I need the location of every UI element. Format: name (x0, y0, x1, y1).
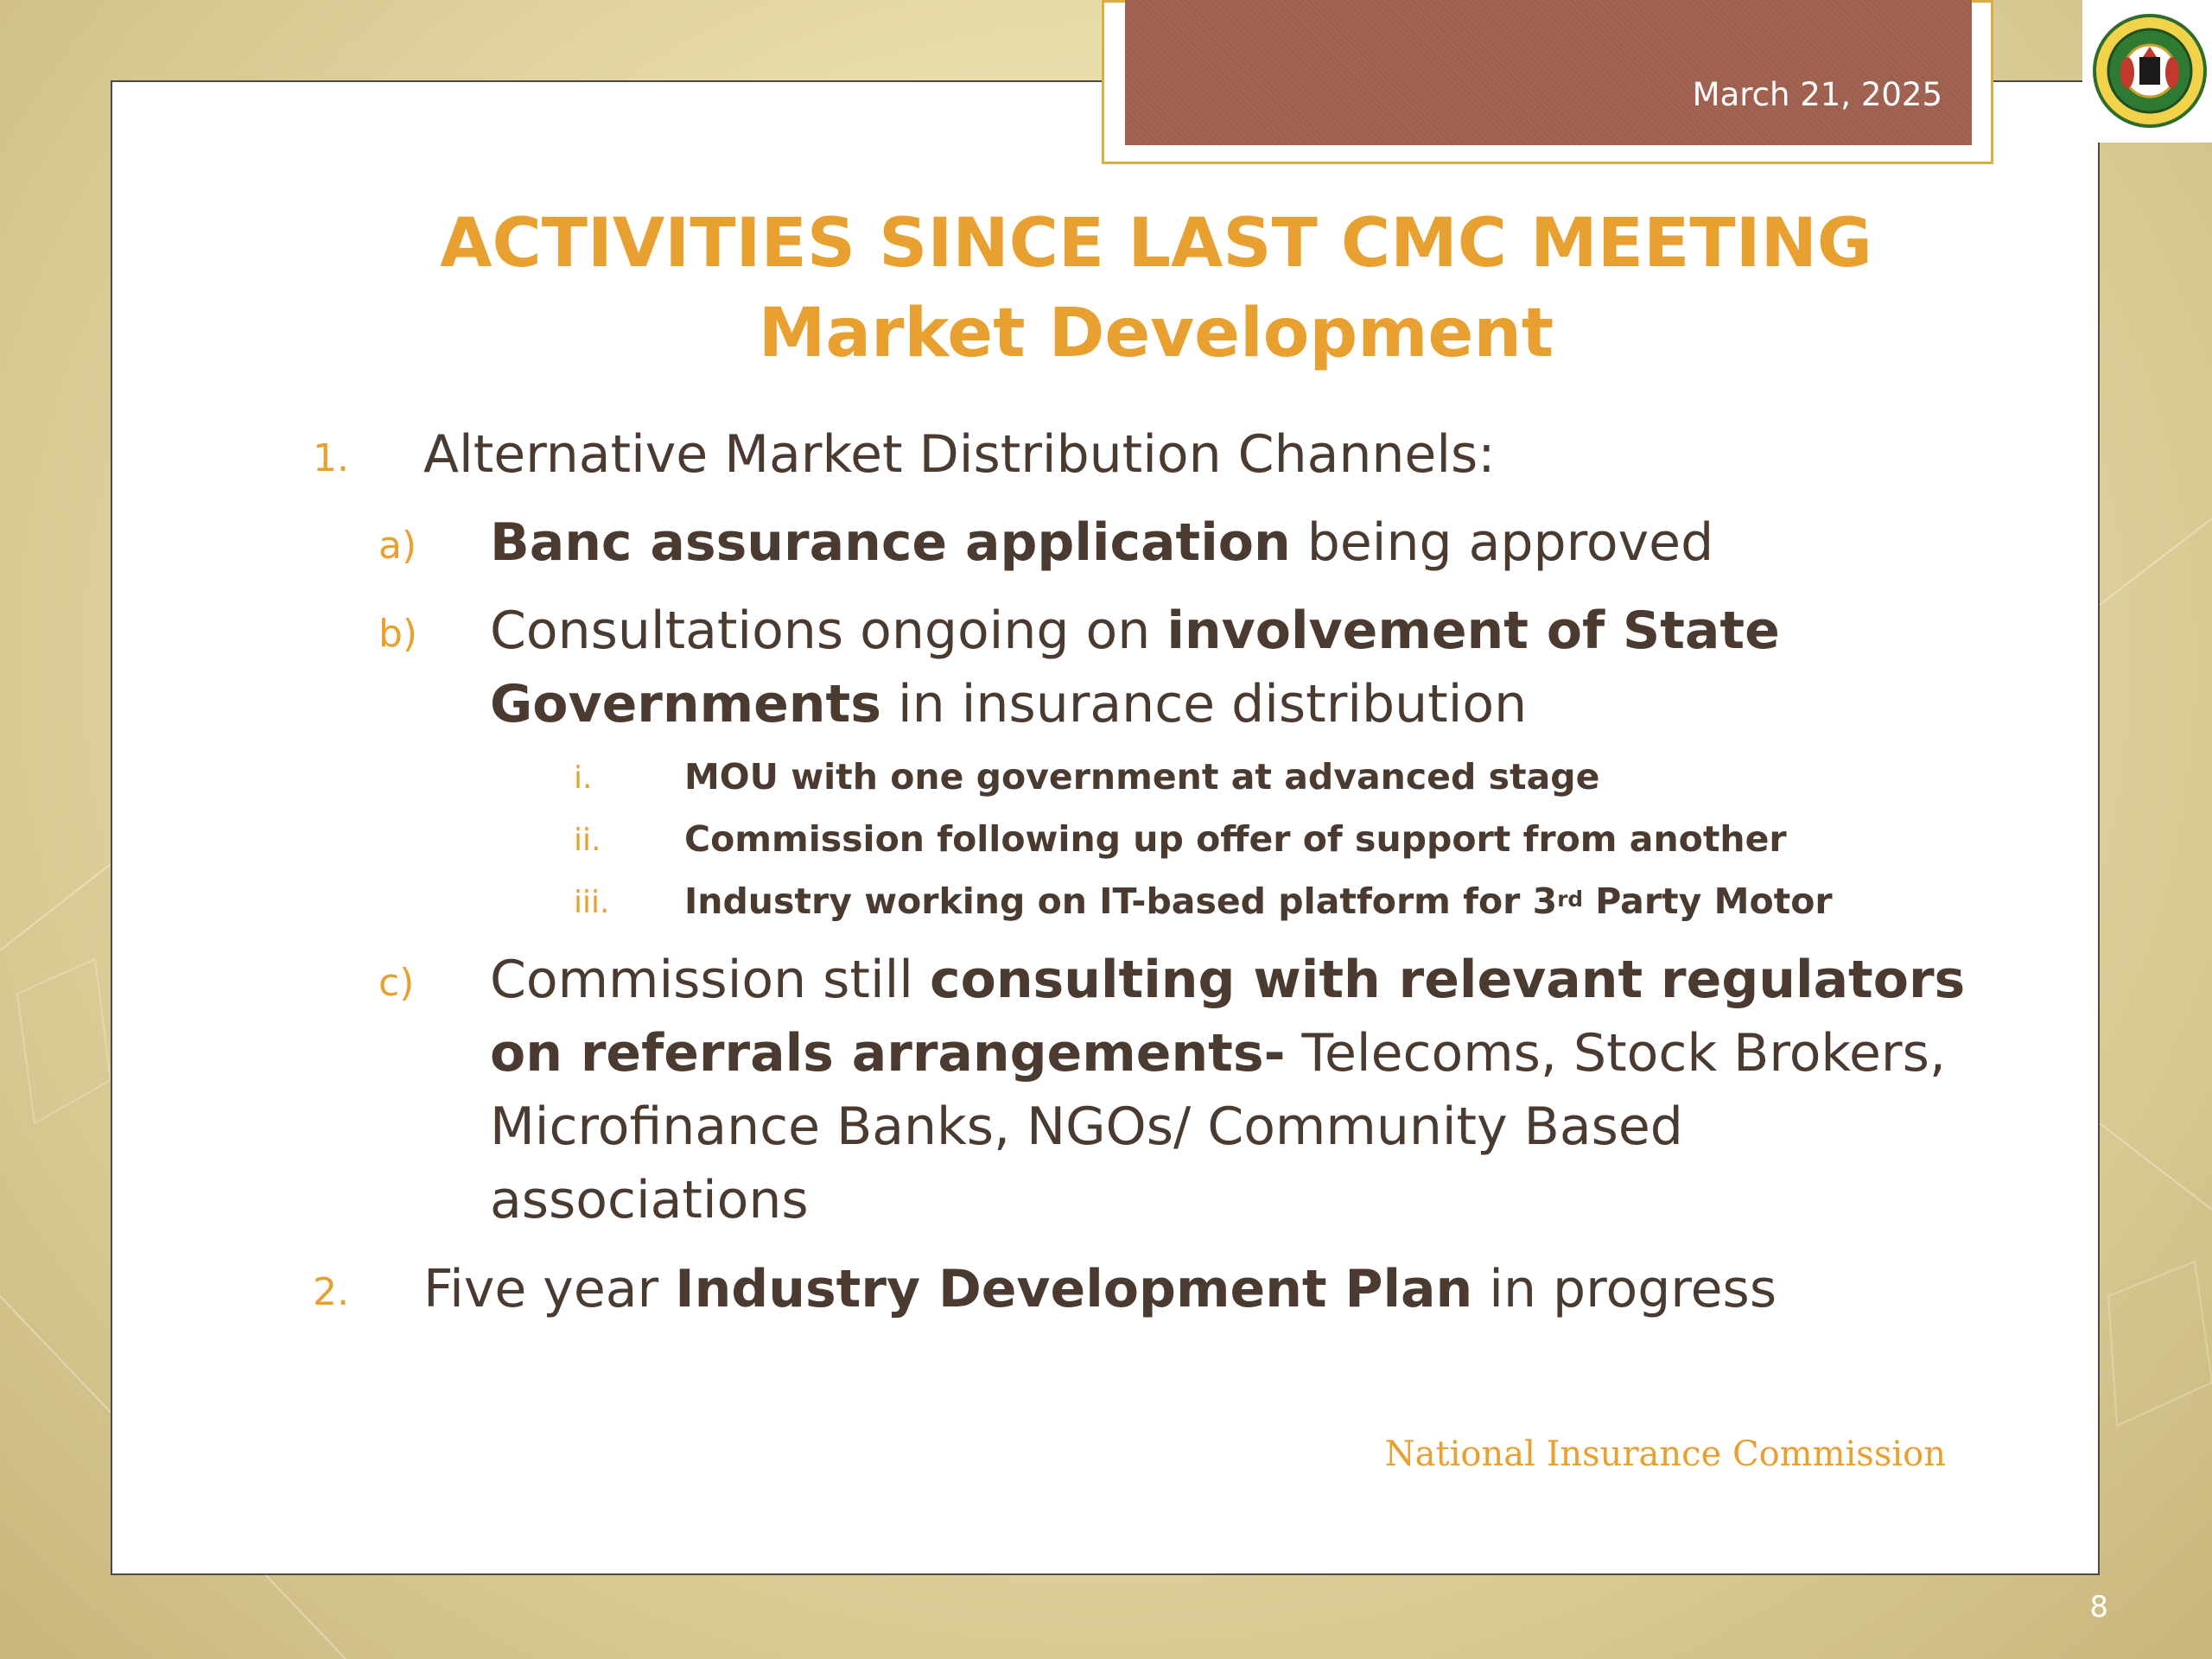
list-item-1 (423, 420, 1496, 489)
list-item-c-bold-1: consulting with relevant regulators (930, 950, 1966, 1010)
list-item-c-line-1 (490, 944, 1965, 1017)
list-item-2-bold: Industry Development Plan (675, 1259, 1473, 1319)
list-item-a (490, 506, 1713, 580)
list-item-b-text-1: Consultations ongoing on (490, 601, 1167, 661)
sub-item-iii (684, 876, 1833, 926)
slide-title (111, 199, 2202, 378)
list-item-a-bold: Banc assurance application (490, 512, 1291, 573)
list-item-b-line-2 (490, 668, 1780, 741)
list-item-2 (423, 1255, 1777, 1324)
list-item-c-bold-2: on referrals arrangements- (490, 1023, 1286, 1084)
list-item-b-bold-2: Governments (490, 674, 881, 734)
list-item-b-text-2: in insurance distribution (880, 674, 1528, 734)
list-item-a-text: being approved (1290, 512, 1714, 573)
sub-item-ii: Commission following up offer of support from another (684, 818, 1787, 860)
list-marker-1: 1. (313, 436, 349, 480)
list-item-2-text-2: in progress (1472, 1259, 1777, 1319)
list-item-b (490, 594, 1780, 741)
list-marker-b: b) (378, 612, 418, 656)
footer-org-name: National Insurance Commission (1384, 1434, 1946, 1474)
list-item-c-line-3: Microfinance Banks, NGOs/ Community Based (490, 1096, 1683, 1157)
list-item-c-line-4: associations (490, 1170, 809, 1230)
list-item-c-text-2: Telecoms, Stock Brokers, (1285, 1023, 1946, 1084)
list-marker-a: a) (378, 524, 417, 568)
list-marker-c: c) (378, 961, 415, 1005)
sub-marker-iii: iii. (574, 885, 610, 920)
list-marker-2: 2. (313, 1270, 349, 1314)
date-banner (1125, 0, 1972, 145)
list-item-b-line-1 (490, 594, 1780, 668)
sub-item-i: MOU with one government at advanced stage (684, 756, 1600, 798)
list-item-c-line-2 (490, 1017, 1965, 1090)
sub-marker-i: i. (574, 760, 593, 796)
title-line-1: ACTIVITIES SINCE LAST CMC MEETING (440, 205, 1872, 283)
sub-item-iii-text-2: Party Motor (1582, 880, 1833, 922)
page-number: 8 (2089, 1590, 2108, 1624)
sub-marker-ii: ii. (574, 823, 601, 858)
list-item-c-text-1: Commission still (490, 950, 931, 1010)
list-item-1-text: Alternative Market Distribution Channels: (423, 424, 1496, 485)
list-item-c (490, 944, 1965, 1237)
slide-date: March 21, 2025 (1692, 76, 1942, 113)
sub-item-iii-sup: rd (1557, 887, 1583, 912)
list-item-b-bold-1: involvement of State (1166, 601, 1780, 661)
naicom-seal-icon (2082, 0, 2212, 143)
list-item-2-text-1: Five year (423, 1259, 676, 1319)
naicom-logo (2082, 0, 2212, 143)
title-line-2: Market Development (758, 295, 1554, 372)
sub-item-iii-text-1: Industry working on IT-based platform for 3 (684, 880, 1558, 922)
